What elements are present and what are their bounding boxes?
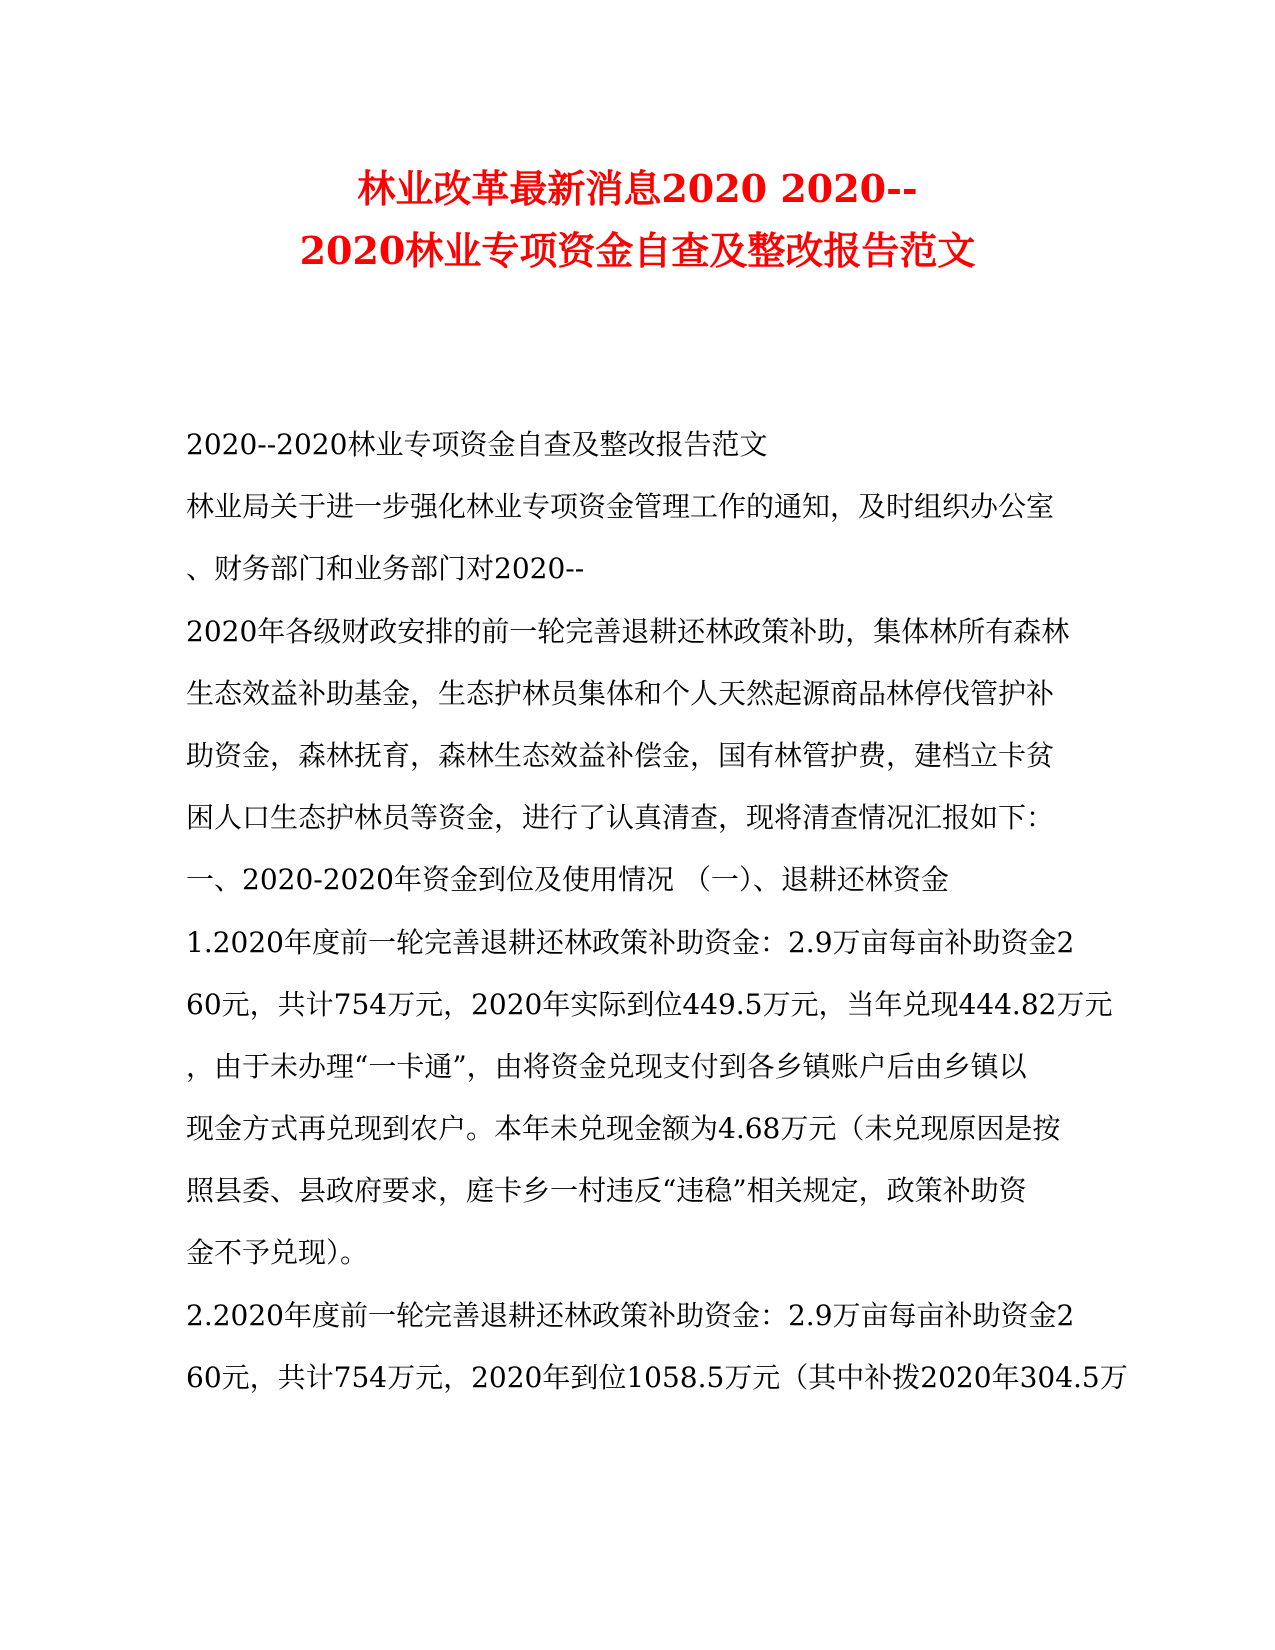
title-line: 2020林业专项资金自查及整改报告范文 — [299, 228, 976, 273]
body-line: 2.2020年度前一轮完善退耕还林政策补助资金：2.9万亩每亩补助资金2 — [186, 1298, 1075, 1332]
section-heading: 一、2020-2020年资金到位及使用情况 （一）、退耕还林资金 — [186, 863, 949, 897]
body-line: 困人口生态护林员等资金，进行了认真清查，现将清查情况汇报如下： — [186, 801, 1055, 835]
body-line: 2020年各级财政安排的前一轮完善退耕还林政策补助，集体林所有森林 — [186, 614, 1070, 648]
body-line: 1.2020年度前一轮完善退耕还林政策补助资金：2.9万亩每亩补助资金2 — [186, 925, 1075, 959]
body-line: ，由于未办理“一卡通”，由将资金兑现支付到各乡镇账户后由乡镇以 — [186, 1049, 1027, 1083]
document-body — [186, 414, 1128, 1409]
body-line: 2020--2020林业专项资金自查及整改报告范文 — [186, 428, 768, 461]
body-line: 照县委、县政府要求，庭卡乡一村违反“违稳”相关规定，政策补助资 — [186, 1174, 1027, 1208]
body-line: 、财务部门和业务部门对2020-- — [186, 552, 585, 586]
title-line: 林业改革最新消息2020 2020-- — [357, 166, 918, 211]
body-line: 生态效益补助基金，生态护林员集体和个人天然起源商品林停伐管护补 — [186, 676, 1055, 710]
body-line: 现金方式再兑现到农户。本年未兑现金额为4.68万元（未兑现原因是按 — [186, 1112, 1061, 1146]
body-line: 助资金，森林抚育，森林生态效益补偿金，国有林管护费，建档立卡贫 — [186, 738, 1055, 772]
body-line: 林业局关于进一步强化林业专项资金管理工作的通知，及时组织办公室 — [186, 490, 1055, 524]
body-line: 金不予兑现）。 — [186, 1236, 369, 1270]
document-title — [0, 158, 1275, 282]
body-line: 60元，共计754万元，2020年实际到位449.5万元，当年兑现444.82万元 — [186, 987, 1113, 1021]
body-line: 60元，共计754万元，2020年到位1058.5万元（其中补拨2020年304.5万 — [186, 1360, 1128, 1394]
